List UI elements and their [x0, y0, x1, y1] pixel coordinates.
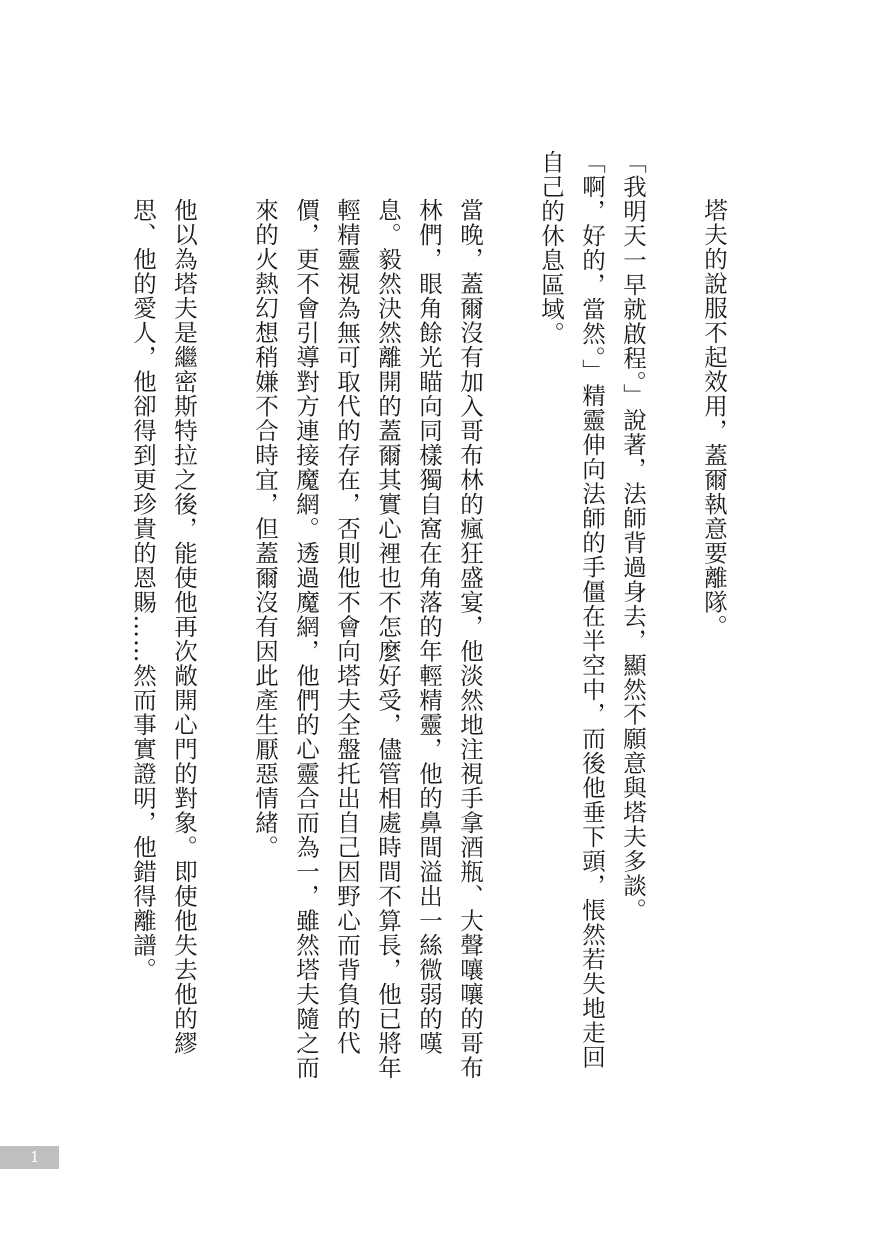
paragraph-1: 塔夫的說服不起效用，蓋爾執意要離隊。 — [700, 198, 728, 639]
paragraph-5: 他以為塔夫是繼密斯特拉之後，能使他再次敞開心門的對象。即使他失去他的繆思、他的愛人，他卻得到更珍貴的恩賜……然而事實證明，他錯得離譜。 — [129, 198, 198, 1056]
vertical-text-body — [122, 150, 734, 1080]
page-number: 1 — [30, 1148, 40, 1166]
paragraph-4: 當晚，蓋爾沒有加入哥布林的瘋狂盛宴，他淡然地注視手拿酒瓶、大聲嚷嚷的哥布林們，眼角餘光瞄向同樣獨自窩在角落的年輕精靈，他的鼻間溢出一絲微弱的嘆息。毅然決然離開的蓋爾其實心裡也不怎麼好受，儘管相處時間不算長，他已將年輕精靈視為無可取代的存在，否則他不會向塔夫全盤托出自己因野心而背負的代價，更不會引導對方連接魔網。透過魔網，他們的心靈合而為一，雖然塔夫隨之而來的火熱幻想稍嫌不合時宜，但蓋爾沒有因此產生厭惡情緒。 — [251, 198, 484, 1080]
paragraph-3: 「啊，好的，當然。」精靈伸向法師的手僵在半空中，而後他垂下頭，悵然若失地走回自己的休息區域。 — [537, 150, 606, 1070]
paragraph-2: 「我明天一早就啟程。」說著，法師背過身去，顯然不願意與塔夫多談。 — [619, 150, 647, 923]
